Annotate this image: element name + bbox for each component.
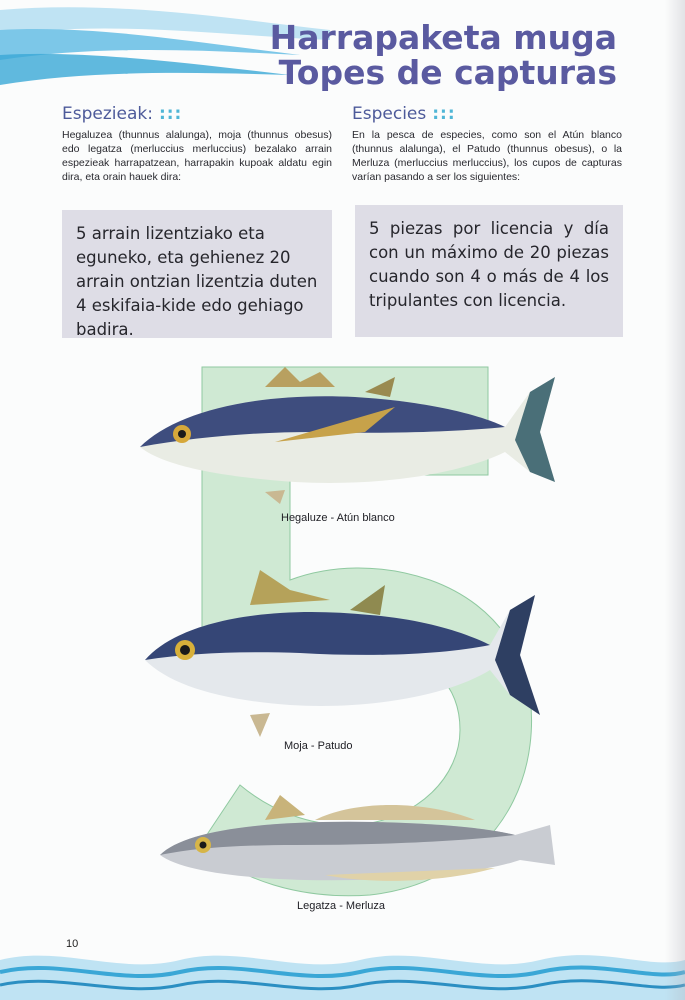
page-title <box>270 20 617 90</box>
bigeye-tuna-caption: Moja - Patudo <box>284 740 353 752</box>
heading-dots-icon: ::: <box>158 104 183 124</box>
basque-paragraph: Hegaluzea (thunnus alalunga), moja (thunnus obesus) edo legatza (merluccius merluccius) bezalako arrain espezieak harrapatzean, harrapakin kupoak aldatu egin dira, eta orain hauek dira: <box>62 129 332 183</box>
basque-section <box>62 104 332 184</box>
heading-dots-icon: ::: <box>432 104 456 124</box>
bottom-wave-decoration <box>0 930 685 1000</box>
basque-heading <box>62 104 332 124</box>
spanish-paragraph: En la pesca de especies, como son el Atún blanco (thunnus alalunga), el Patudo (thunnus obesus), o la Merluza (merluccius merluccius), los cupos de capturas varían pasando a ser los siguientes: <box>352 129 622 183</box>
page-number: 10 <box>66 938 79 950</box>
spanish-heading-text: Especies <box>352 104 427 124</box>
spanish-quota-box: 5 piezas por licencia y día con un máximo de 20 piezas cuando son 4 o más de 4 los tripulantes con licencia. <box>355 205 623 337</box>
bigeye-tuna-fish-illustration <box>140 565 545 740</box>
title-basque: Harrapaketa muga <box>269 18 617 57</box>
albacore-fish-illustration <box>135 362 560 512</box>
title-spanish: Topes de capturas <box>278 53 617 92</box>
spanish-heading <box>352 104 622 124</box>
hake-fish-illustration <box>155 790 560 900</box>
hake-caption: Legatza - Merluza <box>297 900 386 912</box>
basque-heading-text: Espezieak: <box>62 104 153 124</box>
spanish-section <box>352 104 622 184</box>
basque-quota-box: 5 arrain lizentziako eta eguneko, eta gehienez 20 arrain ontzian lizentzia duten 4 eskifaia-kide edo gehiago badira. <box>62 210 332 338</box>
albacore-caption: Hegaluze - Atún blanco <box>281 512 395 524</box>
page-edge-shadow <box>665 0 685 1000</box>
